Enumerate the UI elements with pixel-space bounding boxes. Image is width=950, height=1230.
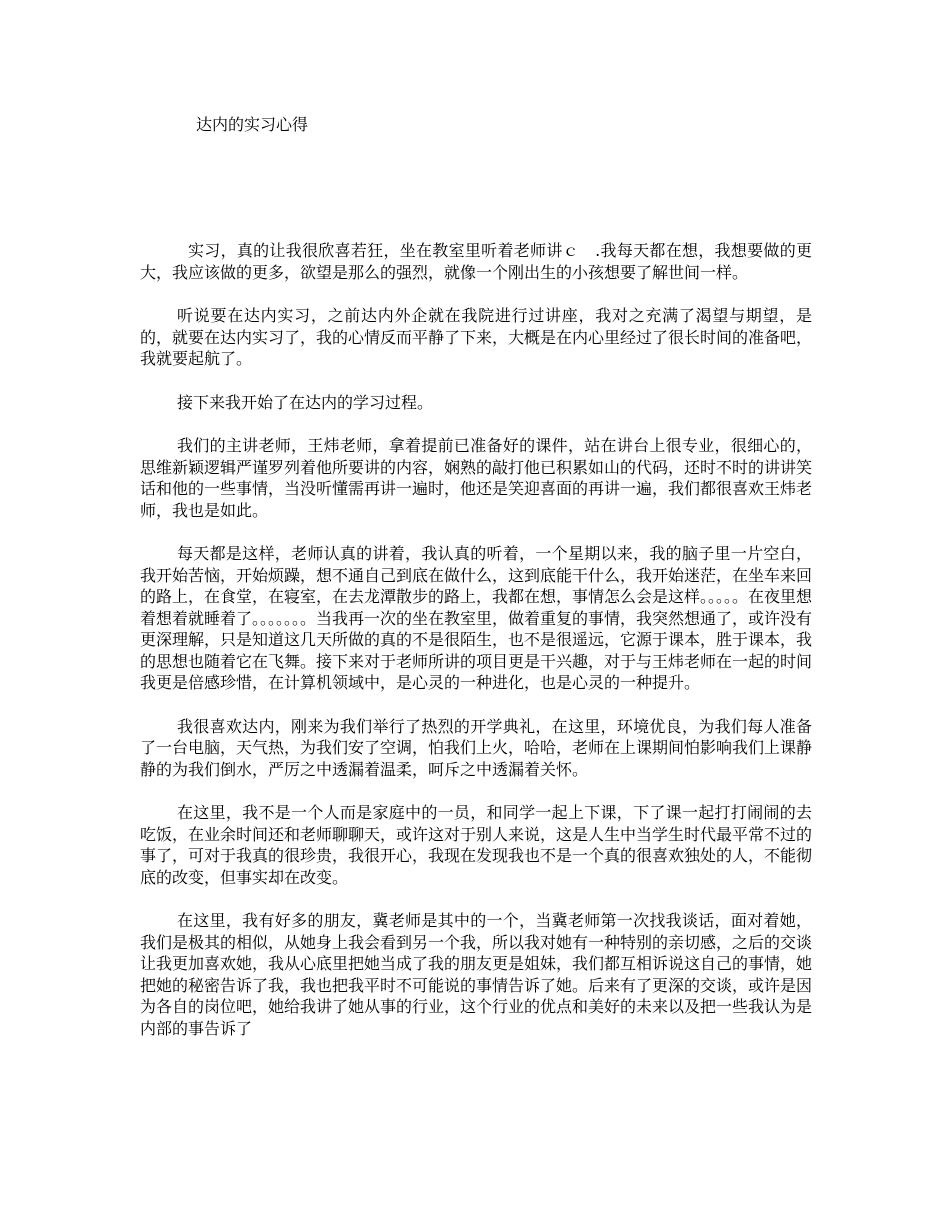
- paragraph: 我们的主讲老师，王炜老师，拿着提前已准备好的课件，站在讲台上很专业，很细心的，思维新颖逻辑严谨罗列着他所要讲的内容，娴熟的敲打他已积累如山的代码，还时不时的讲讲笑话和他的一些事情，当没听懂需再讲一遍时，他还是笑迎喜面的再讲一遍，我们都很喜欢王炜老师，我也是如此。: [140, 436, 813, 520]
- document-title: 达内的实习心得: [196, 115, 309, 134]
- paragraph: 接下来我开始了在达内的学习过程。: [177, 392, 434, 412]
- paragraph: 在这里，我有好多的朋友，冀老师是其中的一个，当冀老师第一次找我谈话，面对着她，我们是极其的相似，从她身上我会看到另一个我，所以我对她有一种特别的亲切感，之后的交谈让我更加喜欢她，我从心底里把她当成了我的朋友更是姐妹，我们都互相诉说这自己的事情，她把她的秘密告诉了我，我也把我平时不可能说的事情告诉了她。后来有了更深的交谈，或许是因为各自的岗位吧，她给我讲了她从事的行业，这个行业的优点和美好的未来以及把一些我认为是内部的事告诉了: [140, 911, 813, 1038]
- paragraph: 在这里，我不是一个人而是家庭中的一员，和同学一起上下课，下了课一起打打闹闹的去吃饭，在业余时间还和老师聊聊天，或许这对于别人来说，这是人生中当学生时代最平常不过的事了，可对于我真的很珍贵，我很开心，我现在发现我也不是一个真的很喜欢独处的人，不能彻底的改变，但事实却在改变。: [140, 803, 813, 887]
- paragraph: 实习，真的让我很欣喜若狂，坐在教室里听着老师讲ｃ .我每天都在想，我想要做的更大，我应该做的更多，欲望是那么的强烈，就像一个刚出生的小孩想要了解世间一样。: [140, 241, 812, 282]
- document-body: [140, 240, 812, 1061]
- paragraph: 每天都是这样，老师认真的讲着，我认真的听着，一个星期以来，我的脑子里一片空白，我开始苦恼，开始烦躁，想不通自己到底在做什么，这到底能干什么，我开始迷茫，在坐车来回的路上，在食堂，在寝室，在去龙潭散步的路上，我都在想，事情怎么会是这样。。。。。在夜里想着想着就睡着了。。。。。。。当我再一次的坐在教室里，做着重复的事情，我突然想通了，或许没有更深理解，只是知道这几天所做的真的不是很陌生，也不是很遥远，它源于课本，胜于课本，我的思想也随着它在飞舞。接下来对于老师所讲的项目更是干兴趣，对于与王炜老师在一起的时间我更是倍感珍惜，在计算机领域中，是心灵的一种进化，也是心灵的一种提升。: [140, 544, 813, 692]
- paragraph: 我很喜欢达内，刚来为我们举行了热烈的开学典礼，在这里，环境优良，为我们每人准备了一台电脑，天气热，为我们安了空调，怕我们上火，哈哈，老师在上课期间怕影响我们上课静静的为我们倒水，严厉之中透漏着温柔，呵斥之中透漏着关怀。: [140, 716, 813, 779]
- paragraph: 听说要在达内实习，之前达内外企就在我院进行过讲座，我对之充满了渴望与期望，是的，就要在达内实习了，我的心情反而平静了下来，大概是在内心里经过了很长时间的准备吧，我就要起航了。: [140, 306, 813, 368]
